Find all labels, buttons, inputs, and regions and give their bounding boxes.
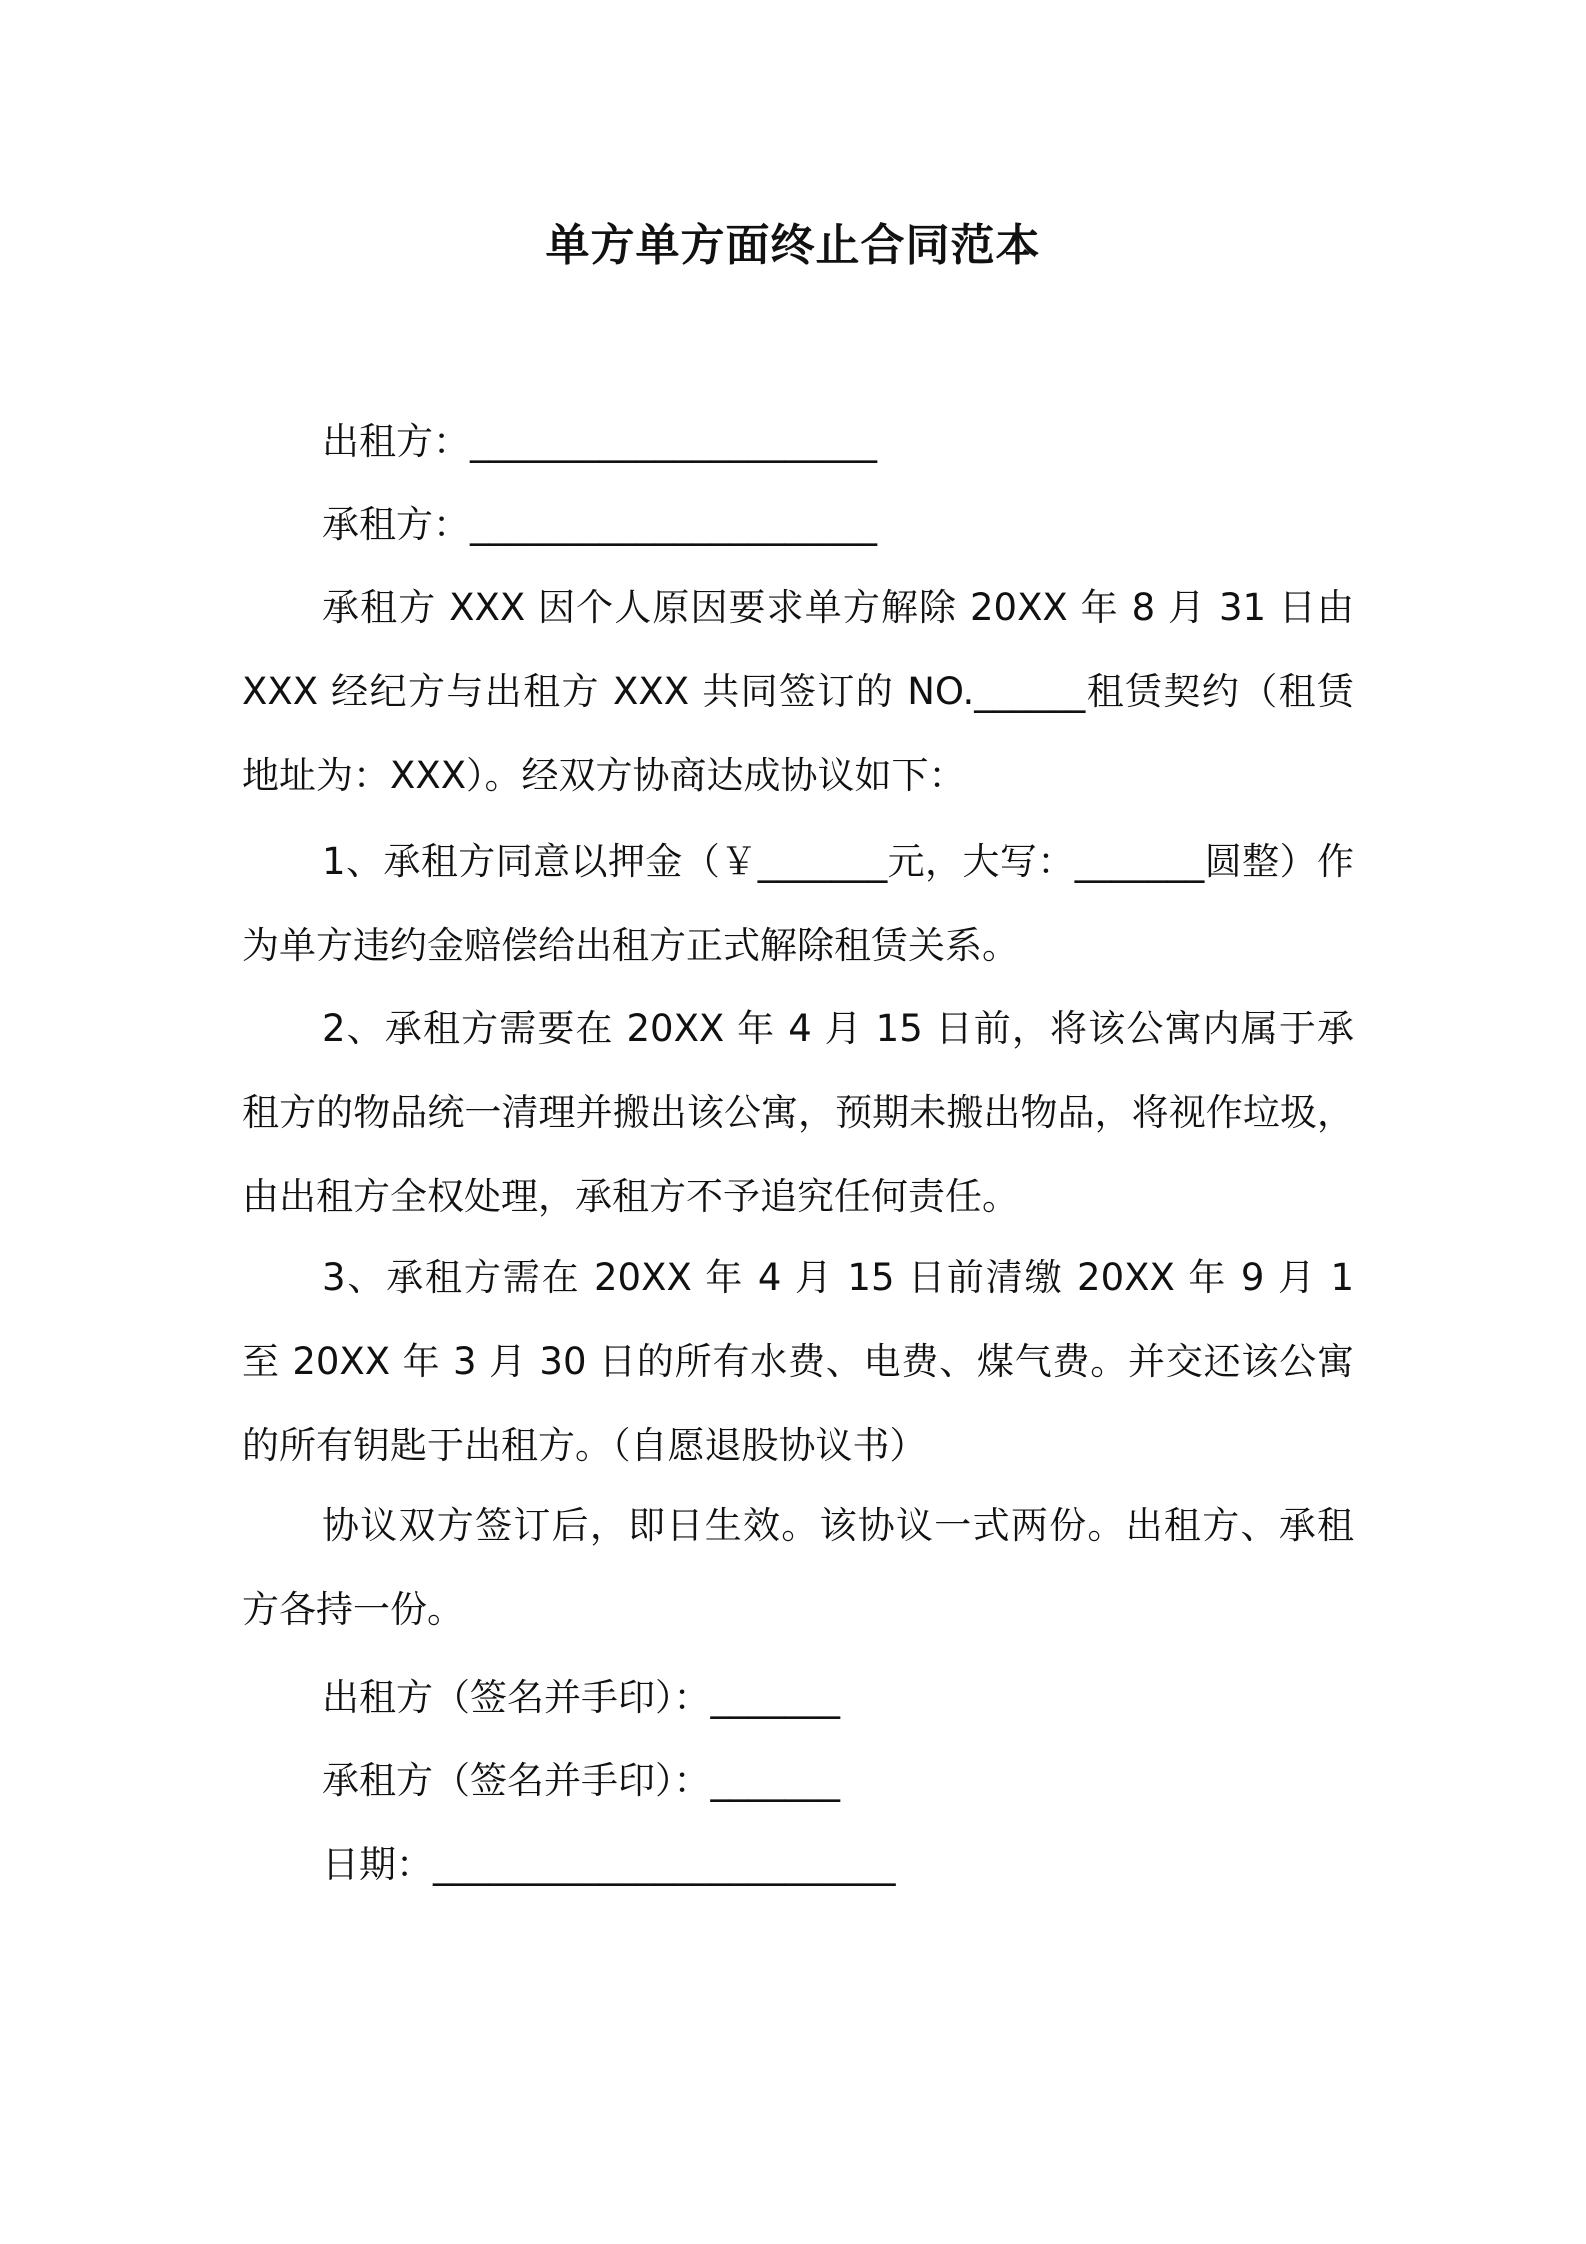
intro-paragraph: 承租方 XXX 因个人原因要求单方解除 20XX 年 8 月 31 日由 XXX 经纪方与出租方 XXX 共同签订的 NO.______租赁契约（租赁地址为：XXX）。经双方协商达成协议如下： xyxy=(242,586,1354,797)
lessor-field: 出租方：______________________ xyxy=(322,420,877,463)
date-field: 日期：_________________________ xyxy=(322,1843,896,1886)
document-title: 单方单方面终止合同范本 xyxy=(545,220,1041,271)
lessee-signature-field: 承租方（签名并手印）：_______ xyxy=(322,1759,840,1802)
effect-paragraph: 协议双方签订后，即日生效。该协议一式两份。出租方、承租方各持一份。 xyxy=(242,1504,1354,1631)
clause-3-paragraph: 3、承租方需在 20XX 年 4 月 15 日前清缴 20XX 年 9 月 1 至 20XX 年 3 月 30 日的所有水费、电费、煤气费。并交还该公寓的所有钥匙于出租方。（自愿退股协议书） xyxy=(242,1256,1354,1467)
clause-1-paragraph: 1、承租方同意以押金（￥_______元，大写：_______圆整）作为单方违约金赔偿给出租方正式解除租赁关系。 xyxy=(242,840,1354,967)
clause-2-paragraph: 2、承租方需要在 20XX 年 4 月 15 日前，将该公寓内属于承租方的物品统一清理并搬出该公寓，预期未搬出物品，将视作垃圾，由出租方全权处理，承租方不予追究任何责任。 xyxy=(242,1007,1354,1218)
lessor-signature-field: 出租方（签名并手印）：_______ xyxy=(322,1676,840,1719)
lessee-field: 承租方：______________________ xyxy=(322,503,877,546)
